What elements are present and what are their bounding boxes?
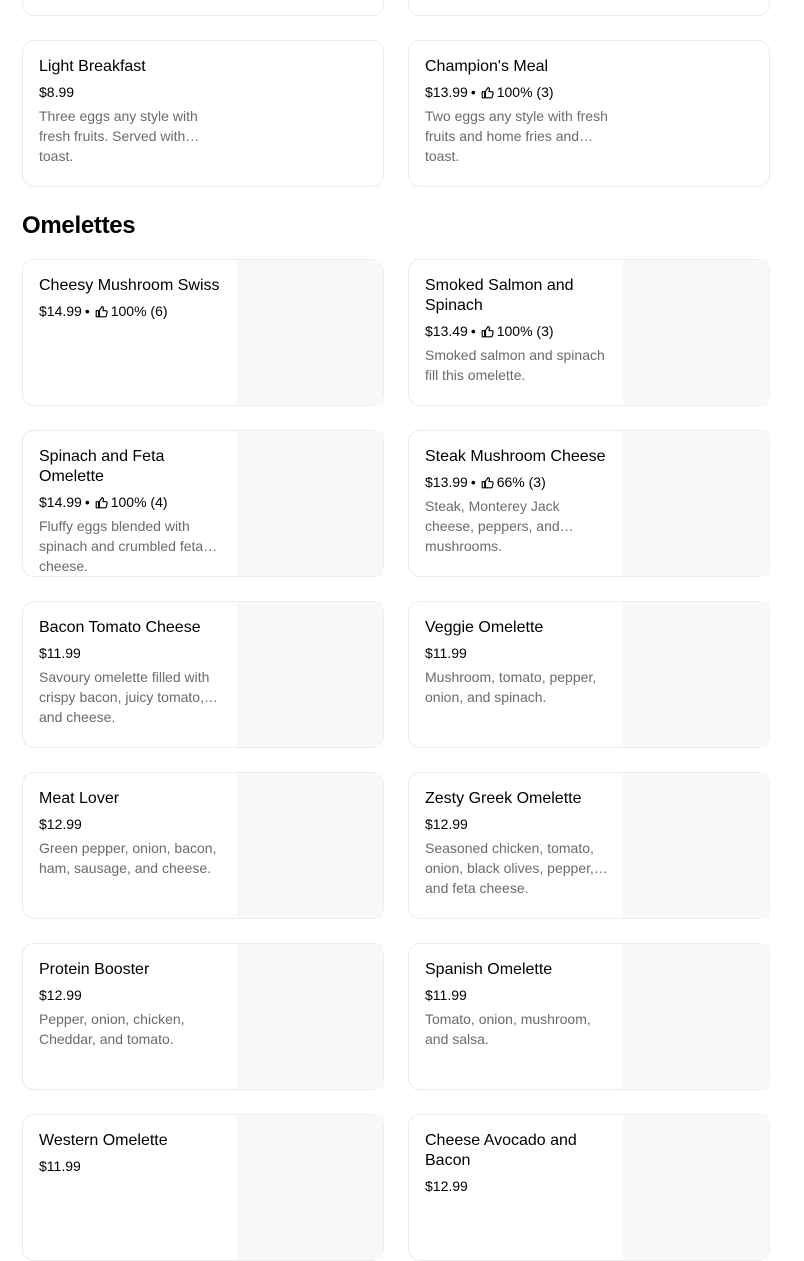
- item-price: $12.99: [39, 816, 82, 832]
- menu-item-card[interactable]: [408, 772, 770, 919]
- item-description: Mushroom, tomato, pepper, onion, and spinach.: [425, 669, 597, 705]
- separator: •: [470, 84, 476, 100]
- thumbs-up-icon: [481, 476, 494, 489]
- item-description: Two eggs any style with fresh fruits and home fries and toast.: [425, 108, 608, 164]
- item-price: $13.99: [425, 84, 468, 100]
- menu-item-card[interactable]: [408, 601, 770, 748]
- item-image: [237, 260, 383, 405]
- item-description: Fluffy eggs blended with spinach and crumbled feta cheese.: [39, 518, 204, 574]
- separator: •: [84, 303, 90, 319]
- item-image: [623, 773, 769, 918]
- thumbs-up-icon: [95, 305, 108, 318]
- item-price: $12.99: [39, 987, 82, 1003]
- item-meta: [39, 985, 223, 1005]
- menu-item-card[interactable]: [22, 259, 384, 406]
- item-price: $11.99: [425, 645, 467, 661]
- item-title: Smoked Salmon and Spinach: [425, 277, 574, 314]
- menu-item-card[interactable]: [22, 943, 384, 1090]
- item-meta: [425, 643, 609, 663]
- item-description: Green pepper, onion, bacon, ham, sausage, and cheese.: [39, 840, 217, 876]
- item-image: [237, 773, 383, 918]
- item-description: Seasoned chicken, tomato, onion, black olives, pepper, and feta cheese.: [425, 840, 594, 896]
- item-image: [237, 1115, 383, 1260]
- item-rating: 66% (3): [496, 474, 546, 490]
- item-price: $12.99: [425, 1178, 468, 1194]
- item-title: Steak Mushroom Cheese: [425, 448, 606, 465]
- item-price: $11.99: [39, 1158, 81, 1174]
- item-title: Spanish Omelette: [425, 961, 553, 978]
- item-title: Spinach and Feta Omelette: [39, 448, 165, 485]
- item-meta: [39, 492, 223, 512]
- item-title: Protein Booster: [39, 961, 150, 978]
- item-meta: [425, 321, 609, 341]
- item-meta: [39, 1156, 223, 1176]
- item-meta: [425, 82, 609, 102]
- item-meta: [39, 301, 223, 321]
- separator: •: [470, 323, 476, 339]
- item-image: [237, 431, 383, 576]
- menu-item-card-partial[interactable]: [408, 0, 770, 16]
- item-title: Meat Lover: [39, 790, 120, 807]
- item-description: Steak, Monterey Jack cheese, peppers, and mushrooms.: [425, 498, 560, 554]
- separator: •: [470, 474, 476, 490]
- item-price: $11.99: [39, 645, 81, 661]
- item-image: [623, 944, 769, 1089]
- item-description: Three eggs any style with fresh fruits. Served with toast.: [39, 108, 198, 164]
- item-meta: [425, 985, 609, 1005]
- item-price: $14.99: [39, 494, 82, 510]
- item-price: $13.49: [425, 323, 468, 339]
- item-title: Western Omelette: [39, 1132, 168, 1149]
- item-image: [623, 1115, 769, 1260]
- item-price: $13.99: [425, 474, 468, 490]
- item-meta: [425, 1176, 609, 1196]
- thumbs-up-icon: [95, 496, 108, 509]
- item-title: Bacon Tomato Cheese: [39, 619, 201, 636]
- menu-item-card[interactable]: [408, 943, 770, 1090]
- item-price: $8.99: [39, 84, 75, 100]
- item-price: $11.99: [425, 987, 467, 1003]
- item-title: Light Breakfast: [39, 58, 146, 75]
- item-title: Zesty Greek Omelette: [425, 790, 582, 807]
- item-meta: [39, 643, 223, 663]
- item-description: Savoury omelette filled with crispy bacon, juicy tomato, and cheese.: [39, 669, 210, 725]
- item-meta: [39, 814, 223, 834]
- menu-item-card[interactable]: [408, 259, 770, 406]
- menu-item-card[interactable]: [408, 430, 770, 577]
- item-rating: 100% (6): [110, 303, 168, 319]
- item-description: Smoked salmon and spinach fill this omelette.: [425, 347, 605, 383]
- item-title: Veggie Omelette: [425, 619, 544, 636]
- thumbs-up-icon: [481, 86, 494, 99]
- thumbs-up-icon: [481, 325, 494, 338]
- menu-item-card[interactable]: [22, 601, 384, 748]
- item-rating: 100% (3): [496, 323, 554, 339]
- item-image: [623, 602, 769, 747]
- item-meta: [425, 472, 609, 492]
- menu-item-card[interactable]: [408, 40, 770, 187]
- item-title: Champion's Meal: [425, 58, 549, 75]
- item-image: [237, 602, 383, 747]
- menu-item-card[interactable]: [408, 1114, 770, 1261]
- item-price: $14.99: [39, 303, 82, 319]
- item-image: [237, 944, 383, 1089]
- item-meta: [425, 814, 609, 834]
- item-price: $12.99: [425, 816, 468, 832]
- section-heading-omelettes: Omelettes: [22, 212, 136, 239]
- menu-item-card-partial[interactable]: [22, 0, 384, 16]
- item-image: [623, 260, 769, 405]
- item-rating: 100% (3): [496, 84, 554, 100]
- item-description: Tomato, onion, mushroom, and salsa.: [425, 1011, 591, 1047]
- menu-item-card[interactable]: [22, 772, 384, 919]
- separator: •: [84, 494, 90, 510]
- menu-item-card[interactable]: [22, 40, 384, 187]
- item-meta: [39, 82, 223, 102]
- item-title: Cheesy Mushroom Swiss: [39, 277, 220, 294]
- menu-item-card[interactable]: [22, 1114, 384, 1261]
- menu-item-card[interactable]: [22, 430, 384, 577]
- item-rating: 100% (4): [110, 494, 168, 510]
- item-title: Cheese Avocado and Bacon: [425, 1132, 577, 1169]
- item-description: Pepper, onion, chicken, Cheddar, and tomato.: [39, 1011, 185, 1047]
- item-image: [623, 431, 769, 576]
